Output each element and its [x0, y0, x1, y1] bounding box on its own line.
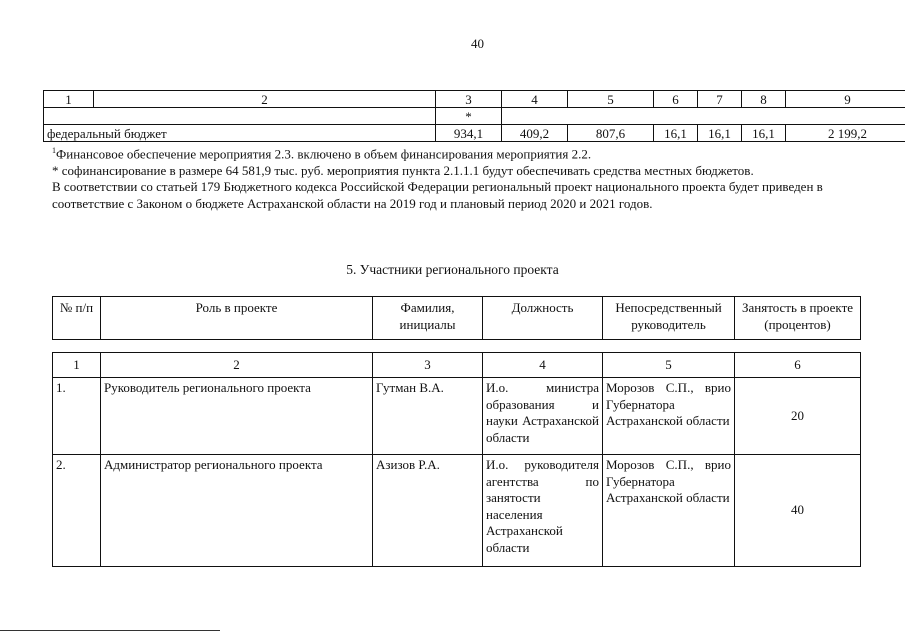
participant-row	[53, 378, 861, 455]
budget-header-row	[44, 91, 905, 108]
header-position: Должность	[483, 297, 603, 340]
participant-num: 2.	[53, 455, 101, 567]
participants-header-row	[53, 297, 861, 340]
budget-table	[43, 90, 905, 142]
participant-row	[53, 455, 861, 567]
participant-role: Администратор регионального проекта	[101, 455, 373, 567]
participants-table	[52, 352, 861, 567]
participant-num: 1.	[53, 378, 101, 455]
section-title: 5. Участники регионального проекта	[346, 262, 559, 277]
budget-value: 16,1	[654, 125, 698, 142]
budget-value: 16,1	[742, 125, 786, 142]
budget-value: 16,1	[698, 125, 742, 142]
participant-position: И.о. руководителя агентства по занятости населения Астраханской области	[483, 455, 603, 567]
budget-value: 807,6	[568, 125, 654, 142]
column-number: 2	[101, 353, 373, 378]
column-number: 1	[53, 353, 101, 378]
budget-header-cell: 2	[94, 91, 436, 108]
participant-position: И.о. министра образования и науки Астраханской области	[483, 378, 603, 455]
header-supervisor: Непосредственный руководитель	[603, 297, 735, 340]
participant-employment: 40	[735, 455, 861, 567]
budget-header-cell: 5	[568, 91, 654, 108]
participant-name: Азизов Р.А.	[373, 455, 483, 567]
column-number: 5	[603, 353, 735, 378]
footer-rule	[0, 630, 220, 631]
header-role: Роль в проекте	[101, 297, 373, 340]
column-number: 6	[735, 353, 861, 378]
budget-law-paragraph: В соответствии со статьей 179 Бюджетного кодекса Российской Федерации региональный проект национального проекта будет приведен в соответствие с Законом о бюджете Астраханской области на 2019 год и плановый период 2020 и 2021 годов.	[52, 179, 823, 211]
budget-value: 934,1	[436, 125, 502, 142]
footnote-mark: 1	[52, 146, 56, 155]
budget-row-label: федеральный бюджет	[44, 125, 436, 142]
budget-star-row	[44, 108, 905, 125]
star-note: * софинансирование в размере 64 581,9 тыс. руб. мероприятия пункта 2.1.1.1 будут обеспечивать средства местных бюджетов.	[52, 162, 754, 178]
budget-header-cell: 7	[698, 91, 742, 108]
column-number: 3	[373, 353, 483, 378]
budget-value: 2 199,2	[786, 125, 905, 142]
footnote	[52, 143, 852, 163]
budget-data-row	[44, 125, 905, 142]
participants-header-table	[52, 296, 861, 340]
participant-role: Руководитель регионального проекта	[101, 378, 373, 455]
participant-employment: 20	[735, 378, 861, 455]
participant-supervisor: Морозов С.П., врио Губернатора Астраханской области	[603, 455, 735, 567]
footnote-text: Финансовое обеспечение мероприятия 2.3. включено в объем финансирования мероприятия 2.2.	[56, 146, 592, 162]
budget-header-cell: 4	[502, 91, 568, 108]
notes	[52, 143, 852, 212]
budget-header-cell: 9	[786, 91, 905, 108]
header-employment: Занятость в проекте (процентов)	[735, 297, 861, 340]
budget-header-cell: 3	[436, 91, 502, 108]
budget-header-cell: 8	[742, 91, 786, 108]
header-name: Фамилия, инициалы	[373, 297, 483, 340]
budget-header-cell: 1	[44, 91, 94, 108]
page-number: 40	[471, 36, 484, 51]
star-mark: *	[436, 108, 502, 125]
header-num: № п/п	[53, 297, 101, 340]
column-number-row	[53, 353, 861, 378]
participant-supervisor: Морозов С.П., врио Губернатора Астраханской области	[603, 378, 735, 455]
budget-header-cell: 6	[654, 91, 698, 108]
column-number: 4	[483, 353, 603, 378]
participant-name: Гутман В.А.	[373, 378, 483, 455]
budget-value: 409,2	[502, 125, 568, 142]
